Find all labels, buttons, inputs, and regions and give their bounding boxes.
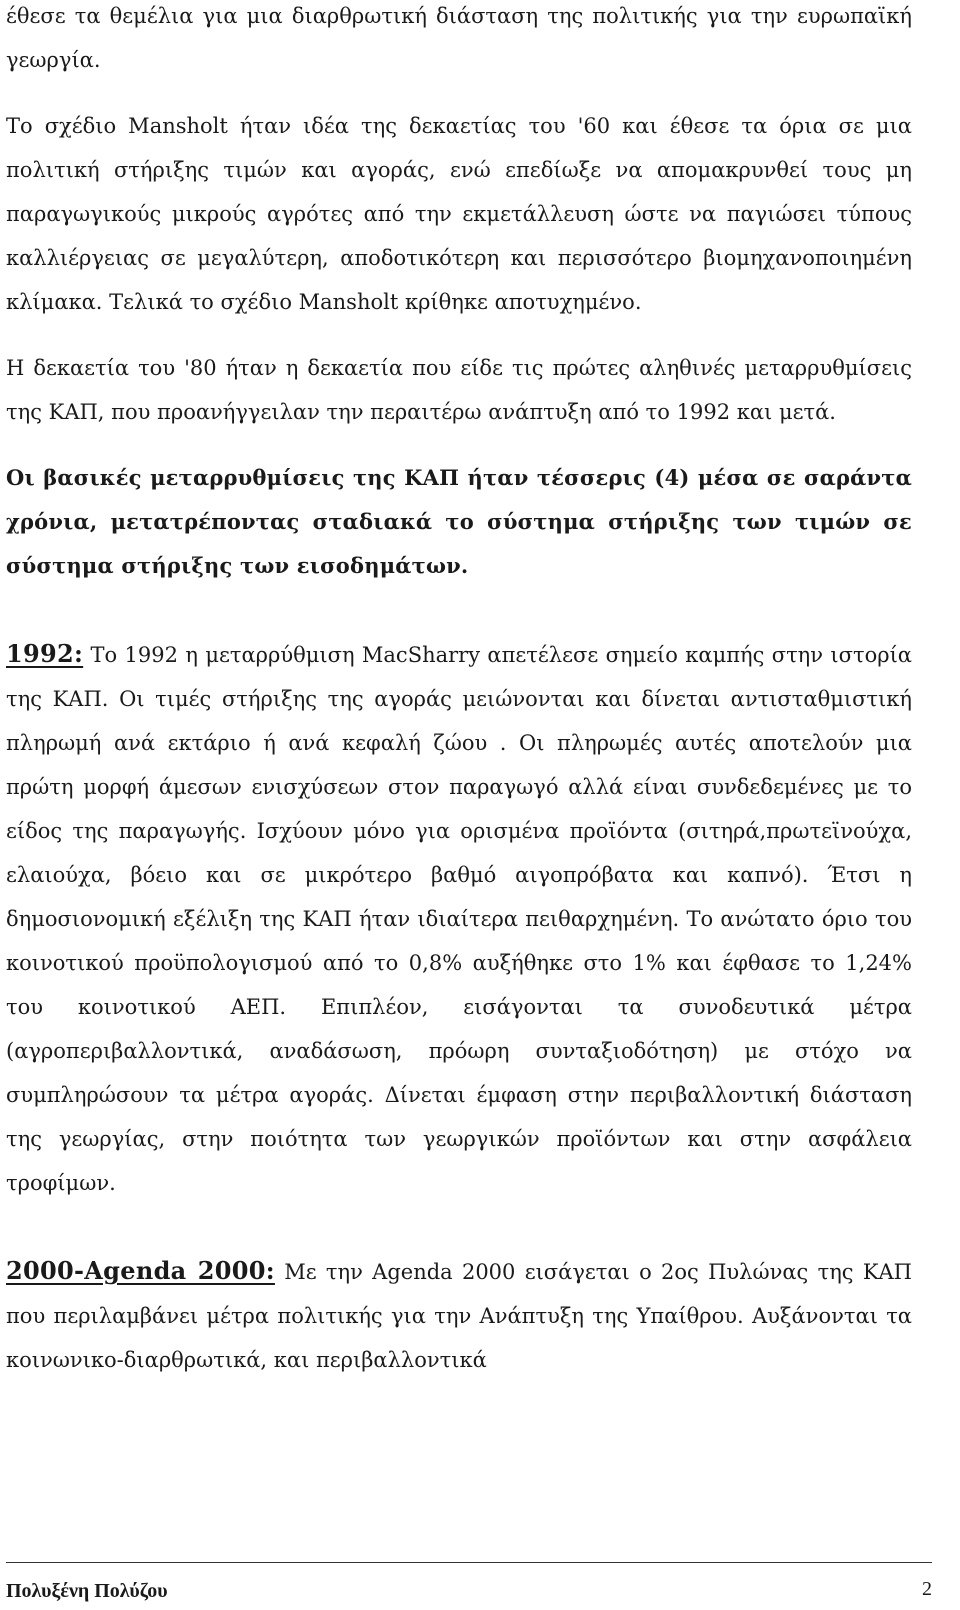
document-page — [6, 0, 912, 1382]
section-1992 — [6, 632, 912, 1205]
paragraph-intro: έθεσε τα θεμέλια για μια διαρθρωτική διάσταση της πολιτικής για την ευρωπαϊκή γεωργία. — [6, 4, 912, 72]
paragraph-bold-summary: Οι βασικές μεταρρυθμίσεις της ΚΑΠ ήταν τέσσερις (4) μέσα σε σαράντα χρόνια, μετατρέποντας σταδιακά το σύστημα στήριξης των τιμών σε σύστημα στήριξης των εισοδημάτων. — [6, 465, 912, 578]
paragraph-eighties: Η δεκαετία του '80 ήταν η δεκαετία που είδε τις πρώτες αληθινές μεταρρυθμίσεις της ΚΑΠ, που προανήγγειλαν την περαιτέρω ανάπτυξη από το 1992 και μετά. — [6, 356, 912, 424]
section-2000-heading: 2000-Agenda 2000: — [6, 1256, 275, 1285]
section-2000-text: Με την Agenda 2000 εισάγεται ο 2ος Πυλώνας της ΚΑΠ που περιλαμβάνει μέτρα πολιτικής για την Ανάπτυξη της Υπαίθρου. Αυξάνονται τα κοινωνικο-διαρθρωτικά, και περιβαλλοντικά — [6, 1260, 912, 1372]
section-1992-text: Το 1992 η μεταρρύθμιση MacSharry απετέλεσε σημείο καμπής στην ιστορία της ΚΑΠ. Οι τιμές στήριξης της αγοράς μειώνονται και δίνεται αντισταθμιστική πληρωμή ανά εκτάριο ή ανά κεφαλή ζώου . Οι πληρωμές αυτές αποτελούν μια πρώτη μορφή άμεσων ενισχύσεων στον παραγωγό αλλά είναι συνδεδεμένες με το είδος της παραγωγής. Ισχύουν μόνο για ορισμένα προϊόντα (σιτηρά,πρωτεϊνούχα, ελαιούχα, βόειο και σε μικρότερο βαθμό αιγοπρόβατα και καπνό). Έτσι η δημοσιονομική εξέλιξη της ΚΑΠ ήταν ιδιαίτερα πειθαρχημένη. Το ανώτατο όριο του κοινοτικού προϋπολογισμού από το 0,8% αυξήθηκε στο 1% και έφθασε το 1,24% του κοινοτικού ΑΕΠ. Επιπλέον, εισάγονται τα συνοδευτικά μέτρα (αγροπεριβαλλοντικά, αναδάσωση, πρόωρη συνταξιοδότηση) με στόχο να συμπληρώσουν τα μέτρα αγοράς. Δίνεται έμφαση στην περιβαλλοντική διάσταση της γεωργίας, στην ποιότητα των γεωργικών προϊόντων και στην ασφάλεια τροφίμων. — [6, 643, 912, 1195]
section-2000 — [6, 1249, 912, 1382]
footer-author: Πολυξένη Πολύζου — [6, 1580, 168, 1602]
paragraph-mansholt: Το σχέδιο Mansholt ήταν ιδέα της δεκαετίας του '60 και έθεσε τα όρια σε μια πολιτική στήριξης τιμών και αγοράς, ενώ επεδίωξε να απομακρυνθεί τους μη παραγωγικούς μικρούς αγρότες από την εκμετάλλευση ώστε να παγιώσει τύπους καλλιέργειας σε μεγαλύτερη, αποδοτικότερη και περισσότερο βιομηχανοποιημένη κλίμακα. Τελικά το σχέδιο Mansholt κρίθηκε αποτυχημένο. — [6, 114, 912, 314]
page-footer — [6, 1562, 932, 1603]
page-number: 2 — [922, 1578, 932, 1600]
section-1992-heading: 1992: — [6, 639, 84, 668]
